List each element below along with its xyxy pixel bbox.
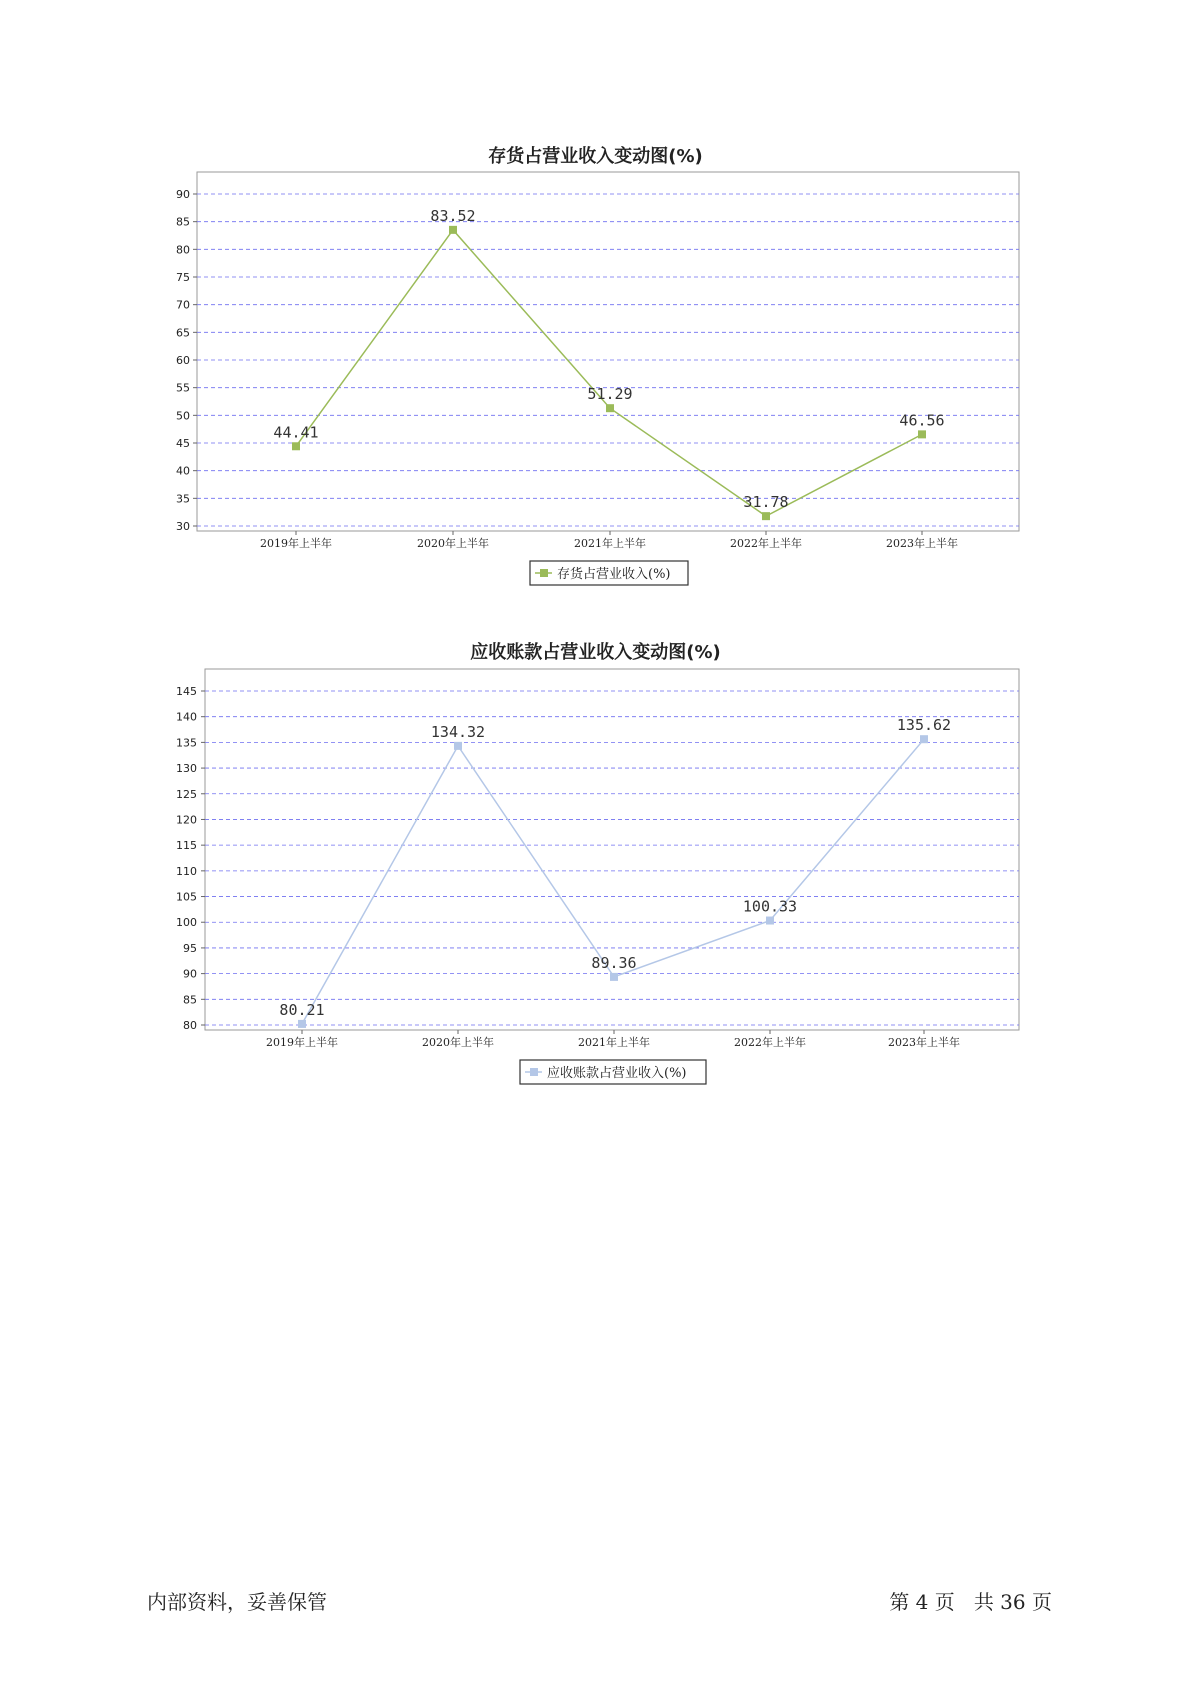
data-point xyxy=(766,917,774,925)
x-tick-label: 2023年上半年 xyxy=(886,537,958,550)
x-tick-label: 2019年上半年 xyxy=(260,537,332,550)
x-tick-label: 2022年上半年 xyxy=(730,537,802,550)
y-tick-label: 80 xyxy=(176,243,190,257)
legend-swatch-marker xyxy=(530,1068,538,1076)
y-tick-label: 55 xyxy=(176,381,190,395)
y-tick-label: 75 xyxy=(176,271,190,284)
data-label: 100.33 xyxy=(742,897,798,916)
x-tick-label: 2019年上半年 xyxy=(266,1036,338,1049)
x-tick-label: 2023年上半年 xyxy=(888,1036,960,1049)
x-tick-label: 2021年上半年 xyxy=(574,537,646,550)
legend-label: 存货占营业收入(%) xyxy=(557,567,671,582)
y-tick-label: 70 xyxy=(176,298,190,312)
data-point xyxy=(298,1020,306,1028)
y-tick-label: 85 xyxy=(176,215,190,229)
series-line xyxy=(302,739,924,1024)
y-tick-label: 135 xyxy=(176,736,197,750)
footer-page-number: 第 4 页 共 36 页 xyxy=(889,1590,1052,1614)
y-tick-label: 30 xyxy=(176,520,190,533)
x-tick-label: 2020年上半年 xyxy=(422,1036,494,1049)
y-tick-label: 50 xyxy=(176,409,190,423)
data-label: 46.56 xyxy=(899,411,945,430)
footer-confidential-note: 内部资料，妥善保管 xyxy=(147,1590,327,1614)
data-label: 44.41 xyxy=(273,423,319,442)
y-tick-label: 85 xyxy=(183,993,197,1007)
data-label: 134.32 xyxy=(430,722,486,741)
data-label: 89.36 xyxy=(591,953,637,972)
y-tick-label: 40 xyxy=(176,464,190,478)
legend-label: 应收账款占营业收入(%) xyxy=(547,1066,687,1081)
data-label: 51.29 xyxy=(587,385,633,404)
y-tick-label: 100 xyxy=(176,916,197,930)
y-tick-label: 95 xyxy=(183,941,197,955)
y-tick-label: 65 xyxy=(176,326,190,340)
x-tick-label: 2022年上半年 xyxy=(734,1036,806,1049)
data-label: 80.21 xyxy=(279,1000,325,1019)
y-tick-label: 115 xyxy=(176,839,197,853)
y-tick-label: 90 xyxy=(176,188,190,201)
y-tick-label: 60 xyxy=(176,354,190,367)
y-tick-label: 140 xyxy=(176,710,197,724)
y-tick-label: 120 xyxy=(176,813,197,827)
y-tick-label: 35 xyxy=(176,492,190,506)
y-tick-label: 110 xyxy=(176,864,197,878)
receivables-chart-title: 应收账款占营业收入变动图(%) xyxy=(470,642,721,663)
data-point xyxy=(610,973,618,981)
x-tick-label: 2020年上半年 xyxy=(417,537,489,550)
y-tick-label: 145 xyxy=(176,685,197,698)
y-tick-label: 125 xyxy=(176,787,197,801)
data-point xyxy=(920,735,928,743)
inventory-chart-title: 存货占营业收入变动图(%) xyxy=(488,146,703,167)
data-label: 83.52 xyxy=(430,206,476,225)
y-tick-label: 90 xyxy=(183,967,197,981)
y-tick-label: 80 xyxy=(183,1019,197,1032)
data-point xyxy=(454,742,462,750)
y-tick-label: 130 xyxy=(176,762,197,776)
data-label: 31.78 xyxy=(743,493,789,512)
y-tick-label: 105 xyxy=(176,890,197,904)
data-label: 135.62 xyxy=(896,716,952,735)
y-tick-label: 45 xyxy=(176,437,190,450)
x-tick-label: 2021年上半年 xyxy=(578,1036,650,1049)
